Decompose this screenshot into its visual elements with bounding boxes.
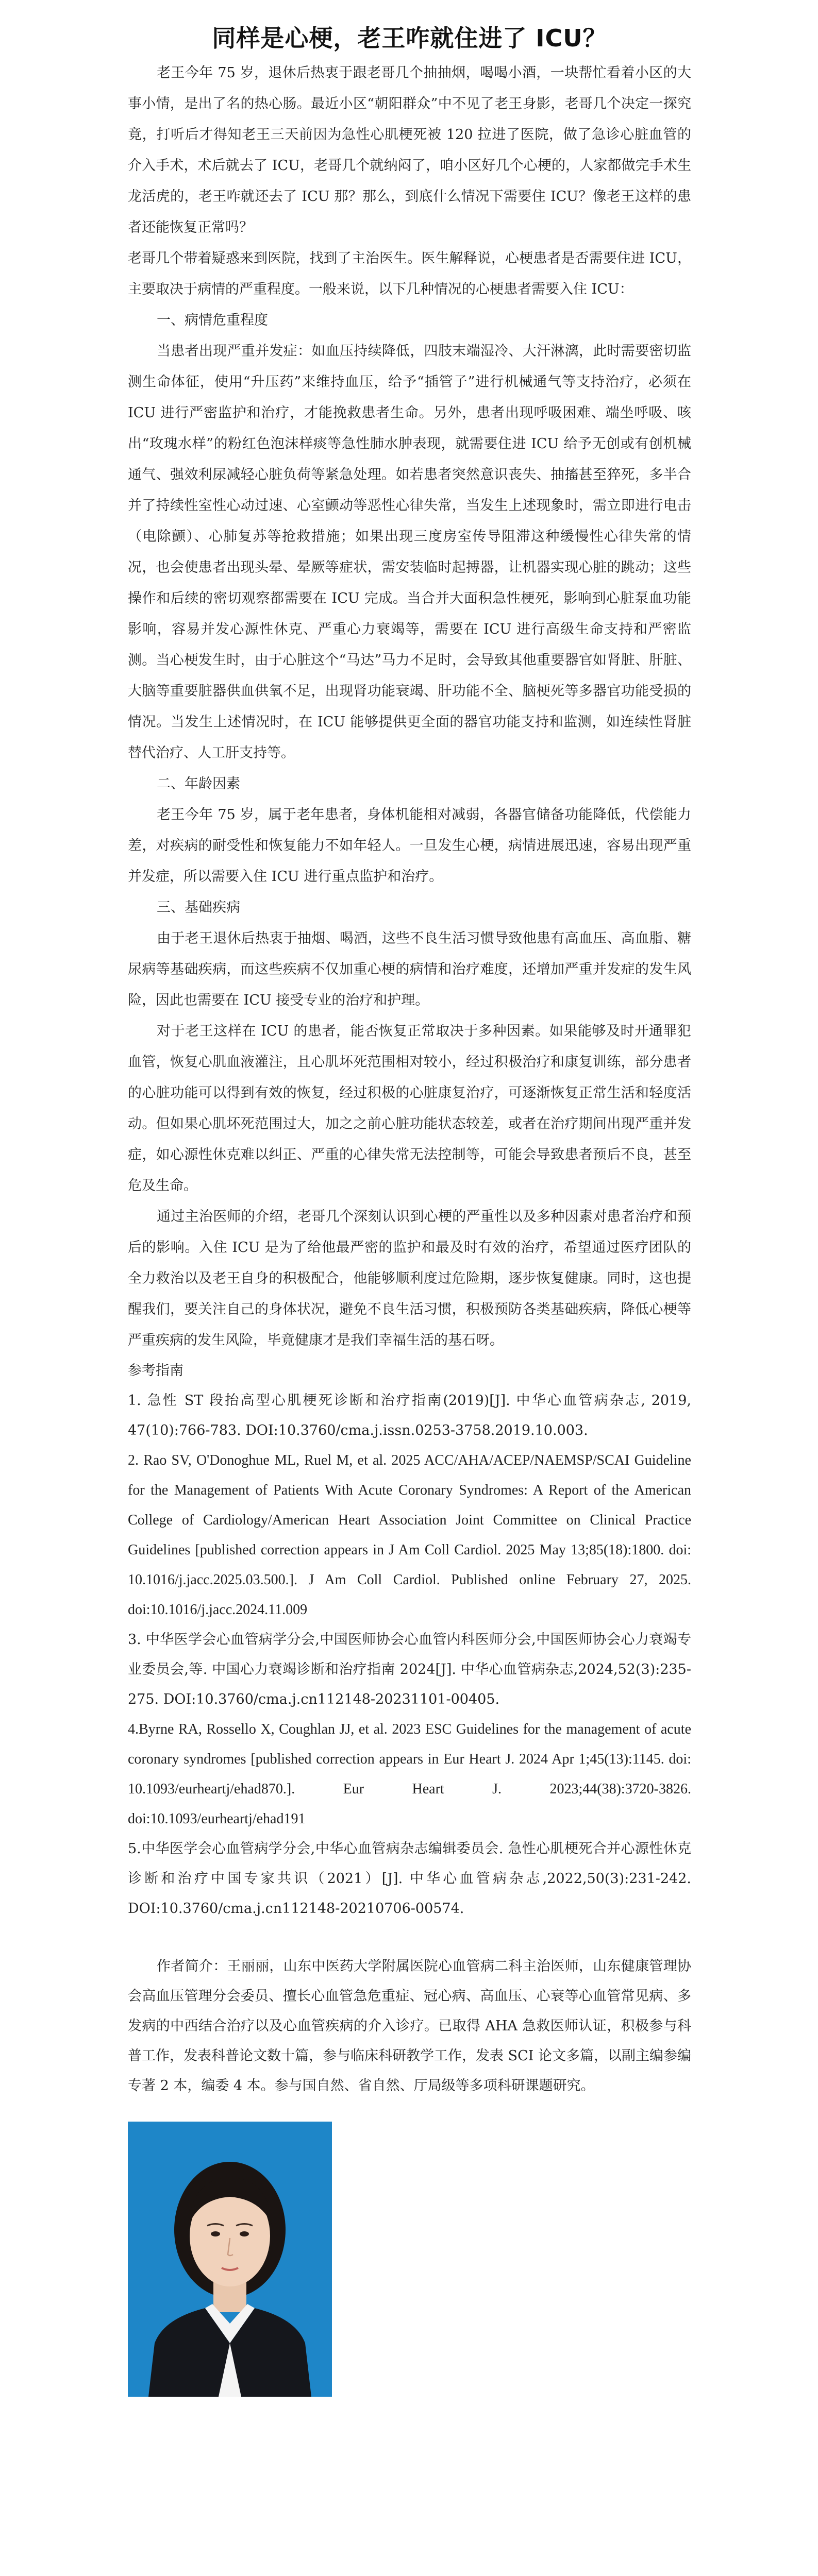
references-heading: 参考指南: [128, 1363, 183, 1379]
paragraph-doctor: 老哥几个带着疑惑来到医院，找到了主治医生。医生解释说，心梗患者是否需要住进 ICU，主要取决于病情的严重程度。一般来说，以下几种情况的心梗患者需要入住 ICU：: [128, 250, 691, 297]
section-heading-age: 二、年龄因素: [157, 776, 240, 792]
paragraph-conclusion: 通过主治医师的介绍，老哥几个深刻认识到心梗的严重性以及多种因素对患者治疗和预后的影响。入住 ICU 是为了给他最严密的监护和最及时有效的治疗，希望通过医疗团队的全力救治以及老王自身的积极配合，他能够顺利度过危险期，逐步恢复健康。同时，这也提醒我们，要关注自己的身体状况，避免不良生活习惯，积极预防各类基础疾病，降低心梗等严重疾病的发生风险，毕竟健康才是我们幸福生活的基石呀。: [128, 1209, 691, 1348]
reference-item: 3. 中华医学会心血管病学分会,中国医师协会心血管内科医师分会,中国医师协会心力衰竭专业委员会,等. 中国心力衰竭诊断和治疗指南 2024[J]. 中华心血管病杂志,2024,52(3):235-275. DOI:10.3760/cma.j.cn112148-20231101-00405.: [128, 1632, 691, 1707]
reference-item: 2. Rao SV, O'Donoghue ML, Ruel M, et al. 2025 ACC/AHA/ACEP/NAEMSP/SCAI Guideline for the Management of Patients With Acute Coronary Syndromes: A Report of the American College of Cardiology/American Heart Association Joint Committee on Clinical Practice Guidelines [published correction appears in J Am Coll Cardiol. 2025 May 13;85(18):1800. doi: 10.1016/j.jacc.2025.03.500.]. J Am Coll Cardiol. Published online February 27, 2025. doi:10.1016/j.jacc.2024.11.009: [128, 1452, 691, 1618]
paragraph-severity: 当患者出现严重并发症：如血压持续降低，四肢末端湿冷、大汗淋漓，此时需要密切监测生命体征，使用“升压药”来维持血压，给予“插管子”进行机械通气等支持治疗，必须在 ICU 进行严密监护和治疗，才能挽救患者生命。另外，患者出现呼吸困难、端坐呼吸、咳出“玫瑰水样”的粉红色泡沫样痰等急性肺水肿表现，就需要住进 ICU 给予无创或有创机械通气、强效利尿减轻心脏负荷等紧急处理。如若患者突然意识丧失、抽搐甚至猝死，多半合并了持续性室性心动过速、心室颤动等恶性心律失常，当发生上述现象时，需立即进行电击（电除颤）、心肺复苏等抢救措施；如果出现三度房室传导阻滞这种缓慢性心律失常的情况，也会使患者出现头晕、晕厥等症状，需安装临时起搏器，让机器实现心脏的跳动；这些操作和后续的密切观察都需要在 ICU 完成。当合并大面积急性梗死，影响到心脏泵血功能影响，容易并发心源性休克、严重心力衰竭等，需要在 ICU 进行高级生命支持和严密监测。当心梗发生时，由于心脏这个“马达”马力不足时，会导致其他重要器官如肾脏、肝脏、大脑等重要脏器供血供氧不足，出现肾功能衰竭、肝功能不全、脑梗死等多器官功能受损的情况。当发生上述情况时，在 ICU 能够提供更全面的器官功能支持和监测，如连续性肾脏替代治疗、人工肝支持等。: [128, 343, 691, 761]
paragraph-age: 老王今年 75 岁，属于老年患者，身体机能相对减弱，各器官储备功能降低，代偿能力差，对疾病的耐受性和恢复能力不如年轻人。一旦发生心梗，病情进展迅速，容易出现严重并发症，所以需要入住 ICU 进行重点监护和治疗。: [128, 807, 691, 885]
paragraph-prognosis: 对于老王这样在 ICU 的患者，能否恢复正常取决于多种因素。如果能够及时开通罪犯血管，恢复心肌血液灌注，且心肌坏死范围相对较小，经过积极治疗和康复训练，部分患者的心脏功能可以得到有效的恢复，经过积极的心脏康复治疗，可逐渐恢复正常生活和轻度活动。但如果心肌坏死范围过大，加之之前心脏功能状态较差，或者在治疗期间出现严重并发症，如心源性休克难以纠正、严重的心律失常无法控制等，可能会导致患者预后不良，甚至危及生命。: [128, 1023, 691, 1194]
author-bio-text: 作者简介：王丽丽，山东中医药大学附属医院心血管病二科主治医师，山东健康管理协会高血压管理分会委员、擅长心血管急危重症、冠心病、高血压、心衰等心血管常见病、多发病的中西结合治疗以及心血管疾病的介入诊疗。已取得 AHA 急救医师认证，积极参与科普工作，发表科普论文数十篇，参与临床科研教学工作，发表 SCI 论文多篇，以副主编参编专著 2 本，编委 4 本。参与国自然、省自然、厅局级等多项科研课题研究。: [128, 1958, 691, 2094]
reference-item: 1. 急性 ST 段抬高型心肌梗死诊断和治疗指南(2019)[J]. 中华心血管病杂志, 2019, 47(10):766-783. DOI:10.3760/cma.j.issn.0253-3758.2019.10.003.: [128, 1393, 691, 1438]
author-photo: [128, 2122, 332, 2397]
author-bio: [128, 1952, 691, 2101]
portrait-illustration: [128, 2122, 332, 2397]
article-title: 同样是心梗，老王咋就住进了 ICU？: [212, 24, 607, 52]
section-heading-disease: 三、基础疾病: [157, 900, 240, 916]
section-heading-severity: 一、病情危重程度: [157, 312, 268, 328]
paragraph-intro: 老王今年 75 岁，退休后热衷于跟老哥几个抽抽烟，喝喝小酒，一块帮忙看着小区的大事小情，是出了名的热心肠。最近小区“朝阳群众”中不见了老王身影，老哥几个决定一探究竟，打听后才得知老王三天前因为急性心肌梗死被 120 拉进了医院，做了急诊心脏血管的介入手术，术后就去了 ICU，老哥几个就纳闷了，咱小区好几个心梗的，人家都做完手术生龙活虎的，老王咋就还去了 ICU 那？那么，到底什么情况下需要住 ICU？像老王这样的患者还能恢复正常吗？: [128, 65, 691, 235]
reference-item: 4.Byrne RA, Rossello X, Coughlan JJ, et al. 2023 ESC Guidelines for the management of acute coronary syndromes [published correction appears in Eur Heart J. 2024 Apr 1;45(13):1145. doi: 10.1093/eurheartj/ehad870.]. Eur Heart J. 2023;44(38):3720-3826. doi:10.1093/eurheartj/ehad191: [128, 1721, 691, 1827]
references: [128, 1356, 691, 1924]
article-body: [128, 58, 691, 1356]
reference-item: 5.中华医学会心血管病学分会,中华心血管病杂志编辑委员会. 急性心肌梗死合并心源性休克诊断和治疗中国专家共识（2021）[J]. 中华心血管病杂志,2022,50(3):231-242. DOI:10.3760/cma.j.cn112148-20210706-00574.: [128, 1841, 691, 1917]
paragraph-disease: 由于老王退休后热衷于抽烟、喝酒，这些不良生活习惯导致他患有高血压、高血脂、糖尿病等基础疾病，而这些疾病不仅加重心梗的病情和治疗难度，还增加严重并发症的发生风险，因此也需要在 ICU 接受专业的治疗和护理。: [128, 930, 691, 1008]
